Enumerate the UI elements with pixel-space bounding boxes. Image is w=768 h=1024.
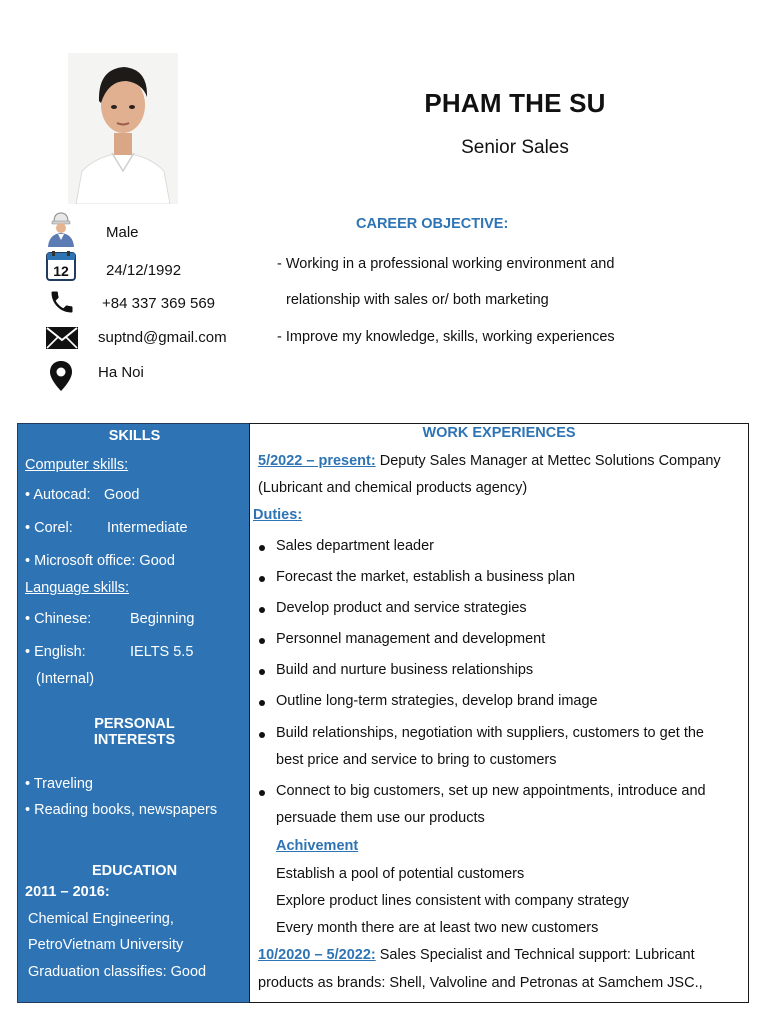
phone-icon: [48, 288, 82, 322]
interest-item: • Traveling: [25, 776, 93, 792]
language-level: IELTS 5.5: [130, 644, 194, 660]
duty-item: Develop product and service strategies: [276, 600, 527, 616]
objective-line: relationship with sales or/ both marketing: [286, 292, 549, 308]
achievement-heading: Achivement: [276, 838, 359, 854]
birthday-value: 24/12/1992: [106, 262, 182, 279]
calendar-day: 12: [53, 263, 69, 279]
duty-item: Build and nurture business relationships: [276, 662, 534, 678]
bullet-dot: [259, 790, 265, 796]
bullet-dot: [259, 732, 265, 738]
bullet-dot: [259, 607, 265, 613]
computer-skills-heading: Computer skills:: [25, 457, 129, 473]
skill-name: Microsoft office:: [34, 553, 136, 569]
education-major: Chemical Engineering,: [28, 911, 174, 927]
language-level: Beginning: [130, 611, 195, 627]
skill-item: • Autocad:: [25, 487, 91, 503]
calendar-icon: [45, 250, 79, 284]
job-2-role: Sales Specialist and Technical support: Lubricant: [375, 947, 695, 963]
duty-item: Build relationships, negotiation with suppliers, customers to get the: [276, 725, 704, 741]
duty-item: Personnel management and development: [276, 631, 546, 647]
education-school: PetroVietnam University: [28, 937, 184, 953]
language-skills-heading: Language skills:: [25, 580, 129, 596]
candidate-title: Senior Sales: [461, 137, 569, 158]
email-value: suptnd@gmail.com: [98, 329, 227, 346]
bullet-dot: [259, 576, 265, 582]
email-icon: [45, 325, 79, 359]
skill-item: • Microsoft office: Good: [25, 553, 175, 569]
interest-item: • Reading books, newspapers: [25, 802, 218, 818]
work-experience-panel: [249, 423, 749, 1003]
skill-level: Good: [139, 553, 175, 569]
interests-heading-line: PERSONAL: [94, 716, 175, 732]
job-2-period: 10/2020 – 5/2022:: [258, 947, 376, 963]
job-1-heading: [258, 453, 721, 469]
candidate-name: PHAM THE SU: [424, 88, 606, 118]
city-value: Ha Noi: [98, 364, 144, 381]
interests-heading: [18, 716, 251, 748]
language-name: English:: [34, 644, 86, 660]
person-icon: [44, 210, 78, 244]
skill-item: • Corel:: [25, 520, 73, 536]
job-1-period: 5/2022 – present:: [258, 453, 376, 469]
education-period: 2011 – 2016:: [25, 884, 110, 900]
achievement-item: Explore product lines consistent with company strategy: [276, 893, 630, 909]
job-2-role-continued: products as brands: Shell, Valvoline and Petronas at Samchem JSC.,: [258, 975, 703, 991]
bullet-dot: [259, 700, 265, 706]
achievement-item: Every month there are at least two new customers: [276, 920, 599, 936]
sidebar-panel: [17, 423, 250, 1003]
job-1-role-continued: (Lubricant and chemical products agency): [258, 480, 528, 496]
bullet-dot: [259, 638, 265, 644]
career-objective-heading: CAREER OBJECTIVE:: [356, 216, 509, 232]
interest-text: Reading books, newspapers: [34, 802, 218, 818]
phone-value: +84 337 369 569: [102, 295, 216, 312]
interests-heading-line: INTERESTS: [93, 732, 176, 748]
skills-heading: SKILLS: [108, 428, 161, 444]
duty-item-continued: best price and service to bring to customers: [276, 752, 557, 768]
objective-line: - Improve my knowledge, skills, working experiences: [277, 329, 615, 345]
location-pin-icon: [48, 360, 82, 394]
duty-item: Forecast the market, establish a business plan: [276, 569, 576, 585]
objective-line: - Working in a professional working environment and: [277, 256, 615, 272]
duties-heading: Duties:: [253, 507, 303, 523]
duty-item: Sales department leader: [276, 538, 434, 554]
duty-item-continued: persuade them use our products: [276, 810, 485, 826]
skill-name: Corel:: [34, 520, 73, 536]
language-name: Chinese:: [34, 611, 92, 627]
language-note: (Internal): [36, 671, 95, 687]
skill-level: Good: [104, 487, 140, 503]
work-experience-heading: WORK EXPERIENCES: [422, 425, 576, 441]
gender-value: Male: [106, 224, 139, 241]
skill-level: Intermediate: [107, 520, 188, 536]
education-grade: Graduation classifies: Good: [28, 964, 207, 980]
language-item: • English:: [25, 644, 86, 660]
language-item: • Chinese:: [25, 611, 92, 627]
job-2-heading: [258, 947, 695, 963]
interest-text: Traveling: [33, 776, 93, 792]
duty-item: Outline long-term strategies, develop brand image: [276, 693, 598, 709]
achievement-item: Establish a pool of potential customers: [276, 866, 525, 882]
bullet-dot: [259, 669, 265, 675]
profile-photo: [68, 53, 178, 204]
education-heading: EDUCATION: [91, 863, 178, 879]
duty-item: Connect to big customers, set up new appointments, introduce and: [276, 783, 706, 799]
job-1-role: Deputy Sales Manager at Mettec Solutions Company: [375, 453, 721, 469]
bullet-dot: [259, 545, 265, 551]
skill-name: Autocad:: [33, 487, 91, 503]
